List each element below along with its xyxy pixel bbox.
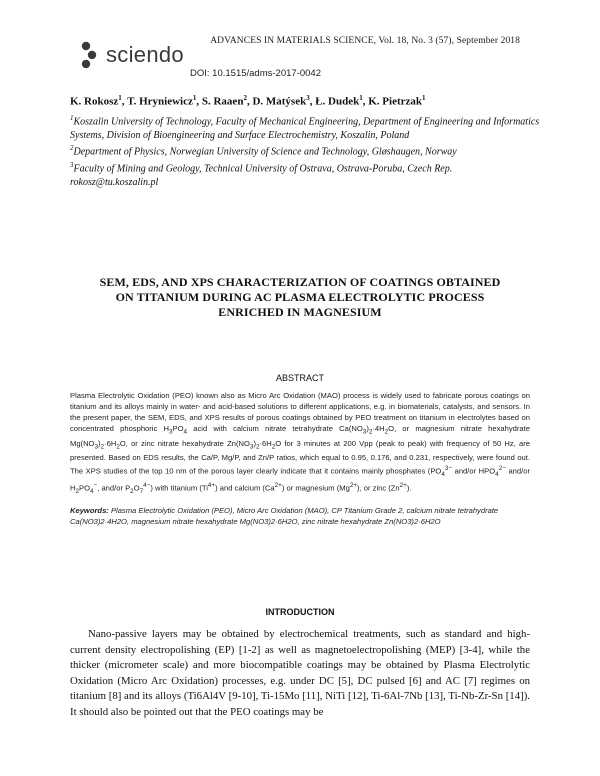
doi: DOI: 10.1515/adms-2017-0042 [190,68,321,79]
affiliation: $^1$Koszalin University of Technology, Faculty of Mechanical Engineering, Department of Engineering and Informatics Systems, Division of Bioengineering and Surface Electrochemistry, Koszalin, Poland [70,114,540,141]
author: D. Matýsek [252,95,307,108]
publisher-logo [78,40,184,70]
affiliation: $^2$Department of Physics, Norwegian University of Science and Technology, Gløshaugen, Norway [70,144,457,158]
affiliations [70,112,540,189]
abstract-text: Plasma Electrolytic Oxidation (PEO) known also as Micro Arc Oxidation (MAO) process is widely used to fabricate porous coatings on titanium and its alloys mainly in water- and acid-based solutions to different applications, e.g. in biomaterials, catalysts, and sensors. In the present paper, the SEM, EDS, and XPS results of porous coatings obtained by PEO treatment on titanium in electrolytes based on concentrated phosphoric $H_3PO_4$ acid with calcium nitrate tetrahydrate $Ca(NO_3)_2\cdot 4H_2O$, or magnesium nitrate hexahydrate $Mg(NO_3)_2\cdot 6H_2O$, or zinc nitrate hexahydrate $Zn(NO_3)_2\cdot 6H_2O$ for 3 minutes at 200 Vpp (peak to peak) with frequency of 50 Hz, are presented. Based on EDS results, the Ca/P, Mg/P, and Zn/P ratios, which equal to 0.95, 0.176, and 0.231, respectively, were found out. The XPS studies of the top 10 nm of the porous layer clearly indicate that it contains mainly phosphates ($PO_4^{3-}$ and/or $HPO_4^{2-}$ and/or $H_2PO_4^-$, and/or $P_2O_7^{4-}$) with titanium $(Ti^{4+})$ and calcium $(Ca^{2+})$ or magnesium $(Mg^{2+})$, or zinc $(Zn^{2+})$. [70,391,530,496]
journal-header: ADVANCES IN MATERIALS SCIENCE, Vol. 18, No. 3 (57), September 2018 [210,36,520,46]
paper-title: SEM, EDS, AND XPS CHARACTERIZATION OF COATINGS OBTAINED ON TITANIUM DURING AC PLASMA ELECTROLYTIC PROCESS ENRICHED IN MAGNESIUM [99,275,501,319]
author: T. Hryniewicz [127,95,193,108]
author: Ł. Dudek [315,95,360,108]
affiliation: $^3$Faculty of Mining and Geology, Technical University of Ostrava, Ostrava-Poruba, Czech Rep. [70,161,453,175]
keywords-label: Keywords: [70,506,109,515]
introduction-text: Nano-passive layers may be obtained by electrochemical treatments, such as standard and high-current density electropolishing (EP) [1-2] as well as magnetoelectropolishing (MEP) [3-4], while the thicker (micrometer scale) and more biocompatible coatings may be obtained by Plasma Electrolytic Oxidation (Micro Arc Oxidation) processes, e.g. under DC [5], DC pulsed [6] and AC [7] regimes on titanium [8] and its alloys (Ti6Al4V [9-10], Ti-15Mo [11], NiTi [12], Ti-6Al-7Nb [13], Ti-Nb-Zr-Sn [14]). It should also be pointed out that the PEO coatings may be [70,628,530,718]
author: S. Raaen [201,95,244,108]
author: K. Rokosz [70,95,119,108]
abstract-heading: ABSTRACT [275,373,324,383]
keywords-text: Plasma Electrolytic Oxidation (PEO), Micro Arc Oxidation (MAO), CP Titanium Grade 2, calcium nitrate tetrahydrate Ca(NO3)2·4H2O, magnesium nitrate hexahydrate Mg(NO3)2·6H2O, zinc nitrate hexahydrate Zn(NO3)2·6H2O [70,506,499,526]
email[interactable]: rokosz@tu.koszalin.pl [70,176,159,188]
sciendo-logo-icon [78,40,100,70]
introduction-heading: INTRODUCTION [265,607,335,617]
author: K. Pietrzak [368,95,423,108]
logo-text: sciendo [106,42,184,67]
keywords [70,505,530,527]
author-list: K. Rokosz$^1$, T. Hryniewicz$^1$, S. Raaen$^2$, D. Matýsek$^3$, Ł. Dudek$^1$, K. Pietrzak$^1$ [70,94,426,108]
